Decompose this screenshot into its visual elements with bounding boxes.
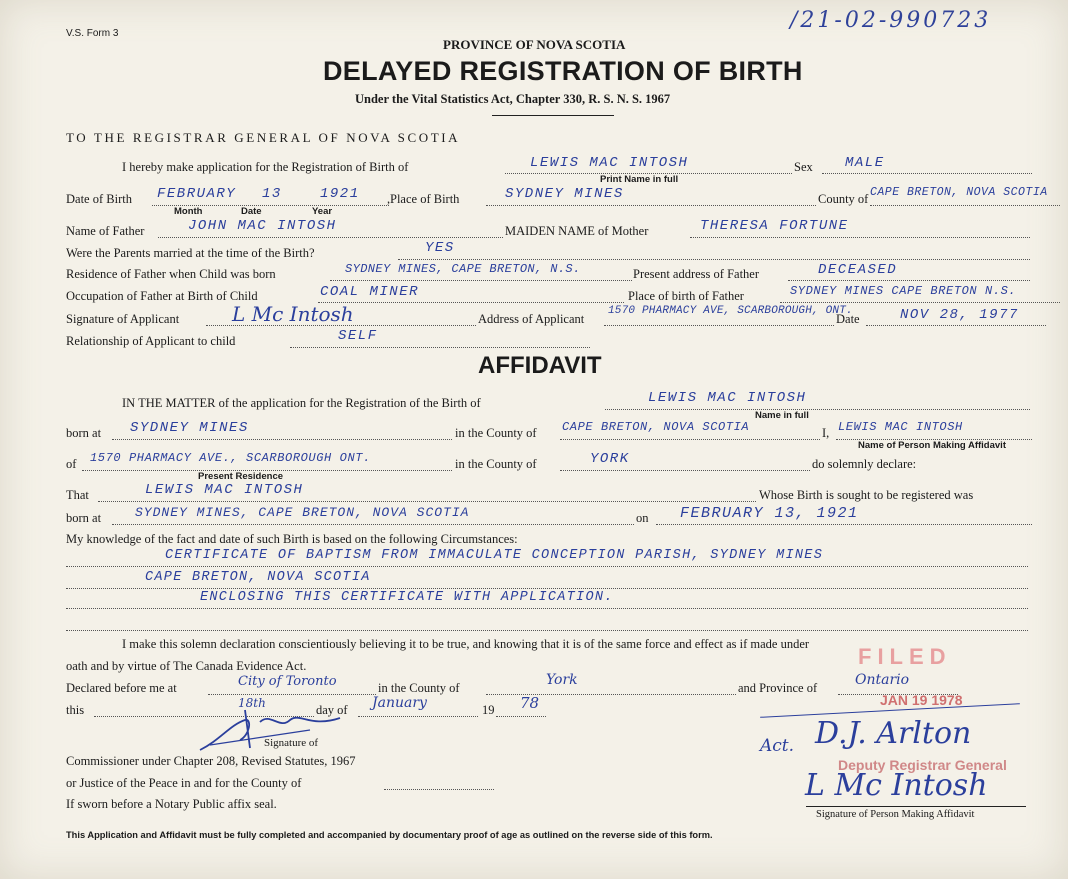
circumstance-line-3: [66, 608, 1028, 609]
signature-label: Signature of Applicant: [66, 312, 180, 326]
this-label: this: [66, 703, 85, 717]
filed-stamp: FILED: [858, 644, 952, 669]
province-label: and Province of: [738, 681, 818, 695]
born-at-value: SYDNEY MINES: [130, 420, 249, 436]
title-rule: [492, 115, 614, 116]
birth-registration-form: V.S. Form 3 /21-02-990723 PROVINCE OF NOVA SCOTIA DELAYED REGISTRATION OF BIRTH Under the Vital Statistics Act, Chapter 330, R. S. N. S. 1967 TO THE REGISTRAR GENERAL OF NOVA SCOTIA I hereby make application for the Registration of Birth of LEWIS MAC INTOSH Sex MALE Print Name in full Date of Birth FEBRUARY 13 1921 Month Date Year Place of Birth , SYDNEY MINES County of CAPE BRETON, NOVA SCOTIA Name of Father JOHN MAC INTOSH MAIDEN NAME of Mother THERESA FORTUNE Were the Parents married at the time of the Birth? YES Residence of Father when Child was born SYDNEY MINES, CAPE BRETON, N.S. Present address of Father DECEASED Occupation of Father at Birth of Child COAL MINER Place of birth of Father SYDNEY MINES CAPE BRETON N.S. Signature of Applicant L Mc Intosh Address of Applicant 1570 PHARMACY AVE, SCARBOROUGH, ONT. Date NOV 28, 1977 Relationship of Applicant to child SELF AFFIDAVIT IN THE MATTER of the application for the Registration of the Birth of LEWIS MAC INTOSH Name in full born at SYDNEY MINES in the County of CAPE BRETON, NOVA SCOTIA I, LEWIS MAC INTOSH Name of Person Making Affidavit of 1570 PHARMACY AVE., SCARBOROUGH ONT. Present Residence in the County of YORK do solemnly declare: That LEWIS MAC INTOSH Whose Birth is sought to be registered was born at SYDNEY MINES, CAPE BRETON, NOVA SCOTIA on FEBRUARY 13, 1921 My knowledge of the fact and date of such Birth is based on the following Circumstances: CERTIFICATE OF BAPTISM FROM IMMACULATE CONCEPTION PARISH, SYDNEY MINES CAPE BRETON, NOVA SCOTIA ENCLOSING THIS CERTIFICATE WITH APPLICATION. I make this solemn declaration conscientiously believing it to be true, and knowing that it is of the same force and effect as if made under oath and by virtue of The Canada Evidence Act. Declared before me at City of Toronto in the County of York and Province of Ontario this 18th day of January 19 78 Signature of Commissioner under Chapter 208, Revised Statutes, 1967 or Justice of the Peace in and for the County of If sworn before a Notary Public affix seal. FILED JAN 19 1978 Act. D.J. Arlton Deputy Registrar General L Mc Intosh Signature of Person Making Affidavit This Application and Affidavit must be fully completed and accompanied by documentary proof of age as outlined on the reverse side of this form.: [0, 0, 1068, 879]
dob-label: Date of Birth: [66, 192, 132, 206]
declare-label: do solemnly declare:: [812, 457, 917, 471]
commissioner-label: Commissioner under Chapter 208, Revised Statutes, 1967: [66, 754, 356, 768]
declared-at-value: City of Toronto: [238, 674, 337, 689]
intro-label: I hereby make application for the Registration of Birth of: [122, 160, 409, 174]
occupation-line: [318, 302, 624, 303]
county-line: [870, 205, 1060, 206]
footer-note: This Application and Affidavit must be fully completed and accompanied by documentary proof of age as outlined on the reverse side of this form.: [66, 830, 713, 840]
whose-birth-label: Whose Birth is sought to be registered was: [759, 488, 974, 502]
of-label: of: [66, 457, 77, 471]
circumstance-3: ENCLOSING THIS CERTIFICATE WITH APPLICATION.: [200, 590, 614, 605]
date-sub-label: Date: [241, 206, 262, 217]
matter-name-value: LEWIS MAC INTOSH: [648, 390, 807, 406]
father-address-value: DECEASED: [818, 262, 898, 278]
justice-line: [384, 789, 494, 790]
month-value: January: [372, 695, 427, 711]
county-value: CAPE BRETON, NOVA SCOTIA: [870, 186, 1048, 199]
father-line: [158, 237, 503, 238]
father-address-line: [788, 280, 1030, 281]
commissioner-signature: [190, 700, 350, 760]
dob-year-value: 1921: [320, 186, 360, 202]
circumstance-line-1: [66, 566, 1028, 567]
father-birthplace-label: Place of birth of Father: [628, 289, 744, 303]
registration-number: /21-02-990723: [790, 8, 992, 33]
filed-date-stamp: JAN 19 1978: [880, 692, 963, 708]
document-subtitle: Under the Vital Statistics Act, Chapter 330, R. S. N. S. 1967: [355, 92, 671, 106]
signature-of-label: Signature of: [264, 737, 319, 749]
affidavit-heading: AFFIDAVIT: [478, 352, 602, 379]
form-number: V.S. Form 3: [66, 28, 119, 39]
applicant-address-label: Address of Applicant: [478, 312, 585, 326]
i-label: I,: [822, 426, 830, 440]
matter-line: [605, 409, 1030, 410]
county3-value: York: [546, 672, 578, 688]
married-line: [398, 259, 1030, 260]
dob-month-value: FEBRUARY: [157, 186, 237, 202]
of-address-value: 1570 PHARMACY AVE., SCARBOROUGH ONT.: [90, 451, 371, 465]
deponent-value: LEWIS MAC INTOSH: [838, 420, 963, 434]
father-birthplace-value: SYDNEY MINES CAPE BRETON N.S.: [790, 284, 1017, 298]
affidavit-county-value: CAPE BRETON, NOVA SCOTIA: [562, 420, 750, 434]
applicant-address-line: [604, 325, 834, 326]
present-residence-note: Present Residence: [198, 471, 284, 482]
deponent-note: Name of Person Making Affidavit: [858, 440, 1006, 451]
born-at2-value: SYDNEY MINES, CAPE BRETON, NOVA SCOTIA: [135, 505, 470, 520]
deputy-registrar-stamp: Deputy Registrar General: [838, 757, 1007, 773]
relationship-label: Relationship of Applicant to child: [66, 334, 236, 348]
sex-value: MALE: [845, 155, 885, 171]
father-label: Name of Father: [66, 224, 145, 238]
declared-line: [208, 694, 376, 695]
deponent-signature-label: Signature of Person Making Affidavit: [816, 809, 975, 820]
born-at2-line: [112, 524, 634, 525]
declaration-line-1: I make this solemn declaration conscientiously believing it to be true, and knowing that it is of the same force and effect as if made under: [122, 637, 810, 651]
relationship-line: [290, 347, 590, 348]
name-in-full-note: Name in full: [755, 410, 809, 421]
addressee-line: TO THE REGISTRAR GENERAL OF NOVA SCOTIA: [66, 130, 461, 145]
registrar-prefix: Act.: [760, 736, 795, 756]
knowledge-label: My knowledge of the fact and date of such Birth is based on the following Circumstances:: [66, 532, 518, 546]
deponent-signature-rule: [806, 806, 1026, 807]
justice-label: or Justice of the Peace in and for the County of: [66, 776, 302, 790]
residence-label: Residence of Father when Child was born: [66, 267, 276, 281]
applicant-address-value: 1570 PHARMACY AVE, SCARBOROUGH, ONT.: [608, 305, 853, 317]
residence-line: [330, 280, 632, 281]
date-label: Date: [836, 312, 860, 326]
child-name-value: LEWIS MAC INTOSH: [530, 155, 689, 171]
date-value: NOV 28, 1977: [900, 307, 1019, 323]
born-at-label-2: born at: [66, 511, 102, 525]
circumstance-line-2: [66, 588, 1028, 589]
born-at-line: [112, 439, 452, 440]
deponent-signature: L Mc Intosh: [805, 768, 988, 803]
notary-label: If sworn before a Notary Public affix seal.: [66, 797, 277, 811]
county-label: County of: [818, 192, 869, 206]
born-at-label: born at: [66, 426, 102, 440]
mother-value: THERESA FORTUNE: [700, 218, 849, 234]
declaration-line-2: oath and by virtue of The Canada Evidence Act.: [66, 659, 307, 673]
this-day-value: 18th: [238, 696, 266, 710]
year-line: [496, 716, 546, 717]
month-line: [358, 716, 478, 717]
day-of-label: day of: [316, 703, 348, 717]
on-line: [656, 524, 1032, 525]
circumstance-1: CERTIFICATE OF BAPTISM FROM IMMACULATE CONCEPTION PARISH, SYDNEY MINES: [165, 548, 824, 563]
matter-label: IN THE MATTER of the application for the Registration of the Birth of: [122, 396, 481, 410]
relationship-value: SELF: [338, 328, 378, 344]
year-suffix-value: 78: [520, 694, 540, 712]
father-value: JOHN MAC INTOSH: [188, 218, 337, 234]
on-label: on: [636, 511, 649, 525]
applicant-signature: L Mc Intosh: [232, 302, 354, 326]
registrar-signature: D.J. Arlton: [815, 716, 972, 751]
married-label: Were the Parents married at the time of the Birth?: [66, 246, 315, 260]
circumstance-line-4: [66, 630, 1028, 631]
county2-value: YORK: [590, 451, 630, 467]
occupation-label: Occupation of Father at Birth of Child: [66, 289, 258, 303]
county-label-3: in the County of: [455, 457, 537, 471]
place-label: Place of Birth: [390, 192, 460, 206]
province-value: Ontario: [855, 672, 910, 688]
county-label-4: in the County of: [378, 681, 460, 695]
province-heading: PROVINCE OF NOVA SCOTIA: [443, 37, 626, 52]
month-label: Month: [174, 206, 203, 217]
county-label-2: in the County of: [455, 426, 537, 440]
occupation-value: COAL MINER: [320, 284, 420, 300]
that-label: That: [66, 488, 89, 502]
married-value: YES: [425, 240, 455, 256]
that-line: [98, 501, 756, 502]
dob-day-value: 13: [262, 186, 282, 202]
mother-line: [690, 237, 1030, 238]
father-birthplace-line: [780, 302, 1060, 303]
circumstance-2: CAPE BRETON, NOVA SCOTIA: [145, 570, 371, 585]
that-name-value: LEWIS MAC INTOSH: [145, 482, 304, 498]
on-date-value: FEBRUARY 13, 1921: [680, 505, 859, 522]
date-line: [866, 325, 1046, 326]
residence-value: SYDNEY MINES, CAPE BRETON, N.S.: [345, 262, 581, 276]
year-label: Year: [312, 206, 333, 217]
affidavit-county-line: [560, 439, 820, 440]
year-prefix: 19: [482, 703, 495, 717]
sex-line: [822, 173, 1032, 174]
sex-label: Sex: [794, 160, 813, 174]
document-title: DELAYED REGISTRATION OF BIRTH: [323, 56, 803, 86]
place-line: [486, 205, 816, 206]
father-address-label: Present address of Father: [633, 267, 760, 281]
print-name-note: Print Name in full: [600, 174, 679, 185]
declared-label: Declared before me at: [66, 681, 177, 695]
place-value: SYDNEY MINES: [505, 186, 624, 202]
mother-label: MAIDEN NAME of Mother: [505, 224, 649, 238]
county2-line: [560, 470, 810, 471]
